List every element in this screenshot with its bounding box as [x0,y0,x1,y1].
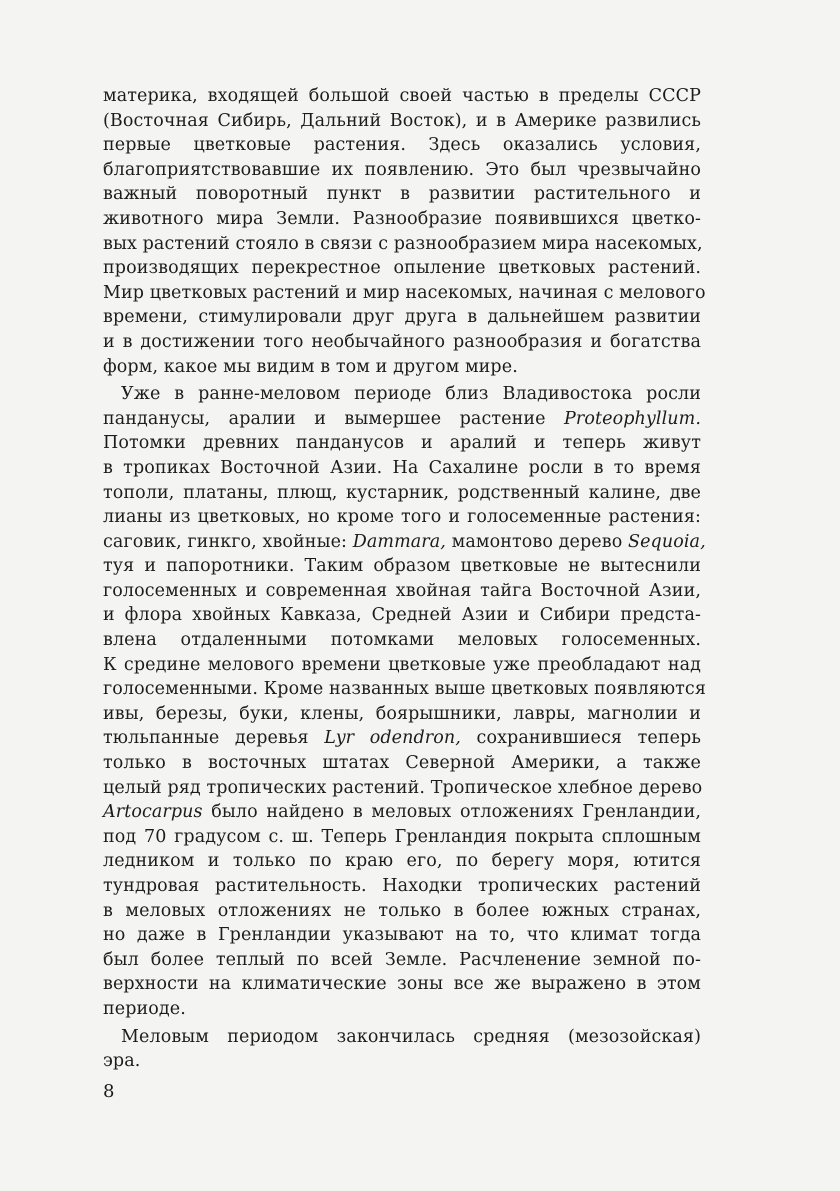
paragraph [103,84,706,379]
text-line: ивы, березы, буки, клены, боярышники, лавры, магнолии и [103,703,701,724]
text-line: материка, входящей большой своей частью в пределы СССР [103,86,701,106]
text-line: туя и папоротники. Таким образом цветковые не вытеснили [103,556,701,577]
text-line: целый ряд тропических растений. Тропическое хлебное дерево [103,777,703,798]
text-run: саговик, гинкго, хвойные: [103,531,353,552]
text-line: только в восточных штатах Северной Америки, а также [103,753,701,774]
text-line: лианы из цветковых, но кроме того и голосеменные растения: [103,507,701,528]
text-line [103,726,701,751]
text-line: К средине мелового времени цветковые уже преобладают над [103,654,701,675]
text-line: верхности на климатические зоны все же выражено в этом [103,974,701,995]
text-line [103,407,701,432]
text-line: Потомки древних панданусов и аралий и теперь живут [103,433,701,454]
text-line: голосеменными. Кроме названных выше цветковых появляются [103,679,706,700]
text-line: был более теплый по всей Земле. Расчленение земной по- [103,949,701,970]
paragraph [103,1025,701,1074]
paragraph [103,382,706,1021]
text-line: под 70 градусом с. ш. Теперь Гренландия покрыта сплошным [103,826,701,847]
text-line: форм, какое мы видим в том и другом мире. [103,356,518,377]
latin-name: Lyr odendron, [324,728,461,749]
text-line: в тропиках Восточной Азии. На Сахалине росли в то время [103,457,701,478]
text-line: вых растений стояло в связи с разнообразием мира насекомых, [103,233,703,254]
text-line: но даже в Гренландии указывают на то, что климат тогда [103,925,701,946]
text-line: влена отдаленными потомками меловых голосеменных. [103,630,701,651]
latin-name: Dammara, [352,531,446,552]
page-text-body [103,84,706,1074]
text-line: производящих перекрестное опыление цветковых растений. [103,258,701,279]
text-line: тополи, платаны, плющ, кустарник, родственный калине, две [103,482,701,503]
text-line: Мир цветковых растений и мир насекомых, начиная с мелового [103,282,706,303]
text-run: сохранившиеся теперь [460,728,701,749]
text-run: панданусы, аралии и вымершее растение [103,408,565,429]
text-line: эра. [103,1051,141,1072]
text-line: голосеменных и современная хвойная тайга Восточной Азии, [103,580,701,601]
latin-name: Proteophyllum. [564,408,701,429]
text-line: тундровая растительность. Находки тропических растений [103,876,701,896]
text-line: первые цветковые растения. Здесь оказались условия, [103,135,701,156]
text-line: Уже в ранне-меловом периоде близ Владивостока росли [121,384,701,405]
text-line: и флора хвойных Кавказа, Средней Азии и Сибири предста- [103,605,701,626]
page-number: 8 [103,1081,115,1102]
text-run: было найдено в меловых отложениях Гренландии, [202,802,701,823]
text-run: мамонтово дерево [445,531,628,552]
text-line: времени, стимулировали друг друга в дальнейшем развитии [103,307,701,328]
text-line [103,530,706,555]
text-line: Меловым периодом закончилась средняя (мезозойская) [121,1026,701,1047]
text-line: (Восточная Сибирь, Дальний Восток), и в Америке развились [103,110,701,131]
text-line: в меловых отложениях не только в более южных странах, [103,900,701,921]
text-run: тюльпанные деревья [103,728,325,749]
text-line: ледником и только по краю его, по берегу моря, ютится [103,851,701,872]
text-line [103,800,701,825]
text-line: благоприятствовавшие их появлению. Это был чрезвычайно [103,159,701,180]
latin-name: Artocarpus [103,802,203,823]
latin-name: Sequoia, [628,531,706,552]
text-line: животного мира Земли. Разнообразие появившихся цветко- [103,208,701,229]
text-line: важный поворотный пункт в развитии растительного и [103,184,701,205]
text-line: и в достижении того необычайного разнообразия и богатства [103,331,701,352]
text-line: периоде. [103,998,186,1019]
